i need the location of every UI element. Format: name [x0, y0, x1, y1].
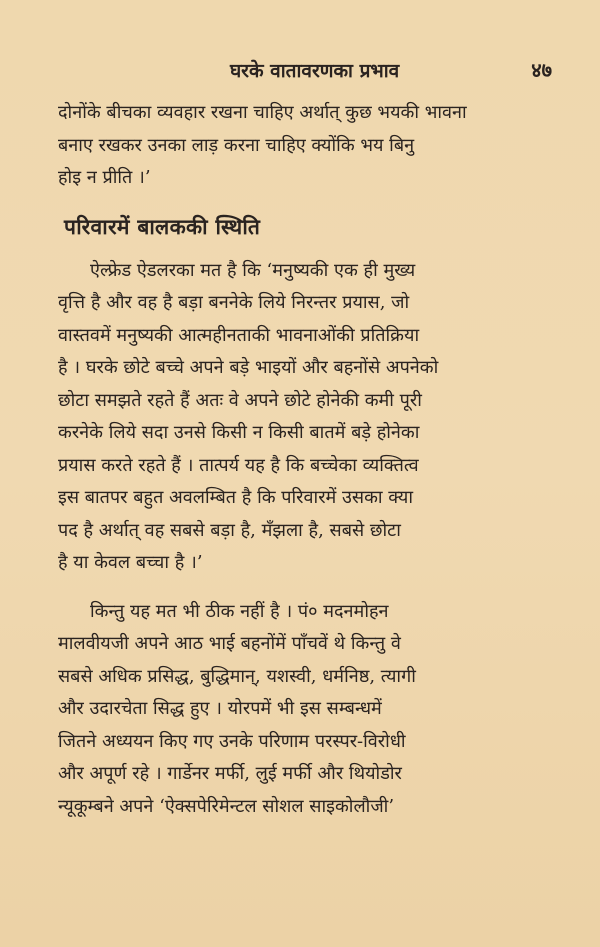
section-heading: परिवारमें बालककी स्थिति — [64, 213, 261, 239]
paragraph-malaviya — [58, 596, 560, 824]
text-line: वास्तवमें मनुष्यकी आत्महीनताकी भावनाओंकी प्रतिक्रिया — [58, 324, 420, 346]
page-header — [58, 56, 560, 83]
paragraph-gap — [58, 580, 560, 596]
text-line: है । घरके छोटे बच्चे अपने बड़े भाइयों और बहनोंसे अपनेको — [58, 357, 439, 378]
page-number: ४७ — [531, 58, 552, 82]
text-line: मालवीयजी अपने आठ भाई बहनोंमें पाँचवें थे किन्तु वे — [58, 633, 401, 654]
text-line: और अपूर्ण रहे । गार्डेनर मर्फी, लुई मर्फी और थियोडोर — [58, 763, 402, 784]
text-line: न्यूकूम्बने अपने ‘ऐक्सपेरिमेन्टल सोशल साइकोलौजी’ — [58, 795, 395, 817]
text-line: किन्तु यह मत भी ठीक नहीं है । पं० मदनमोहन — [90, 600, 389, 622]
text-line: वृत्ति है और वह है बड़ा बननेके लिये निरन्तर प्रयास, जो — [58, 292, 410, 313]
text-line: छोटा समझते रहते हैं अतः वे अपने छोटे होनेकी कमी पूरी — [58, 389, 422, 411]
text-line: दोनोंके बीचका व्यवहार रखना चाहिए अर्थात् कुछ भयकी भावना — [58, 102, 467, 123]
text-line: और उदारचेता सिद्ध हुए । योरपमें भी इस सम्बन्धमें — [58, 698, 382, 719]
text-line: होइ न प्रीति ।’ — [58, 167, 151, 188]
text-line: सबसे अधिक प्रसिद्ध, बुद्धिमान्, यशस्वी, धर्मनिष्ठ, त्यागी — [58, 665, 416, 687]
paragraph-intro — [58, 97, 560, 195]
text-line: ऐल्फ्रेड ऐडलरका मत है कि ‘मनुष्यकी एक ही मुख्य — [90, 259, 416, 281]
text-line: प्रयास करते रहते हैं । तात्पर्य यह है कि बच्चेका व्यक्तित्व — [58, 454, 419, 476]
text-line: बनाए रखकर उनका लाड़ करना चाहिए क्योंकि भय बिनु — [58, 134, 415, 156]
text-line: पद है अर्थात् वह सबसे बड़ा है, मँझला है, सबसे छोटा — [58, 519, 401, 541]
text-line: है या केवल बच्चा है ।’ — [58, 552, 203, 573]
text-line: करनेके लिये सदा उनसे किसी न किसी बातमें बड़े होनेका — [58, 422, 420, 443]
running-title: घरके वातावरणका प्रभाव — [229, 60, 400, 82]
text-line: इस बातपर बहुत अवलम्बित है कि परिवारमें उसका क्या — [58, 487, 414, 508]
text-line: जितने अध्ययन किए गए उनके परिणाम परस्पर-विरोधी — [58, 730, 406, 752]
paragraph-adler — [58, 255, 560, 580]
